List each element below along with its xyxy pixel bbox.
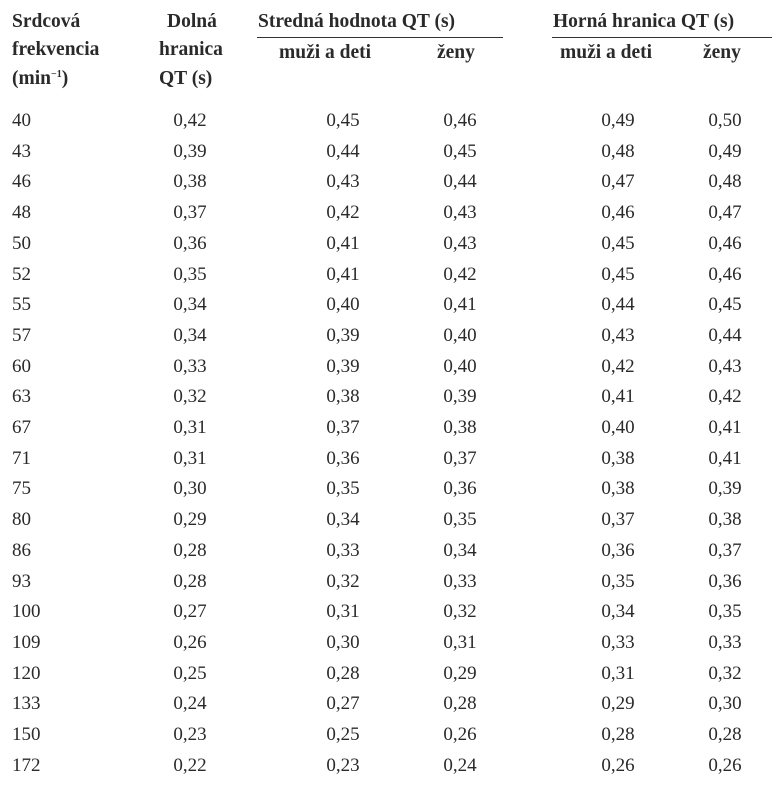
header-upper-women: ženy xyxy=(703,42,741,63)
upper-women-cell: 0,30 xyxy=(708,693,742,714)
mean-men-cell: 0,32 xyxy=(326,571,360,592)
mean-men-cell: 0,45 xyxy=(326,110,360,131)
mean-men-cell: 0,43 xyxy=(326,171,360,192)
heart-rate-cell: 50 xyxy=(12,233,31,254)
heart-rate-cell: 55 xyxy=(12,294,31,315)
heart-rate-cell: 71 xyxy=(12,448,31,469)
upper-men-cell: 0,34 xyxy=(601,601,635,622)
mean-women-cell: 0,24 xyxy=(443,755,477,776)
heart-rate-cell: 120 xyxy=(12,663,41,684)
upper-men-cell: 0,42 xyxy=(601,356,635,377)
upper-men-cell: 0,45 xyxy=(601,233,635,254)
heart-rate-cell: 93 xyxy=(12,571,31,592)
mean-men-cell: 0,27 xyxy=(326,693,360,714)
mean-women-cell: 0,46 xyxy=(443,110,477,131)
upper-men-cell: 0,38 xyxy=(601,478,635,499)
mean-men-cell: 0,42 xyxy=(326,202,360,223)
header-mean-men: muži a deti xyxy=(279,42,372,63)
mean-women-cell: 0,37 xyxy=(443,448,477,469)
upper-women-cell: 0,32 xyxy=(708,663,742,684)
upper-men-cell: 0,43 xyxy=(601,325,635,346)
upper-men-cell: 0,29 xyxy=(601,693,635,714)
lower-limit-cell: 0,38 xyxy=(173,171,207,192)
upper-men-cell: 0,44 xyxy=(601,294,635,315)
mean-women-cell: 0,42 xyxy=(443,264,477,285)
lower-limit-cell: 0,24 xyxy=(173,693,207,714)
heart-rate-cell: 48 xyxy=(12,202,31,223)
header-heart-rate-line2: frekvencia xyxy=(12,39,100,60)
upper-women-cell: 0,41 xyxy=(708,448,742,469)
upper-women-cell: 0,28 xyxy=(708,724,742,745)
mean-men-cell: 0,36 xyxy=(326,448,360,469)
heart-rate-cell: 63 xyxy=(12,386,31,407)
mean-men-cell: 0,33 xyxy=(326,540,360,561)
upper-men-cell: 0,36 xyxy=(601,540,635,561)
mean-women-cell: 0,34 xyxy=(443,540,477,561)
mean-men-cell: 0,31 xyxy=(326,601,360,622)
lower-limit-cell: 0,33 xyxy=(173,356,207,377)
upper-women-cell: 0,35 xyxy=(708,601,742,622)
heart-rate-cell: 100 xyxy=(12,601,41,622)
upper-men-cell: 0,41 xyxy=(601,386,635,407)
upper-men-cell: 0,48 xyxy=(601,141,635,162)
header-mean-group: Stredná hodnota QT (s) xyxy=(258,11,456,32)
mean-men-cell: 0,23 xyxy=(326,755,360,776)
mean-women-cell: 0,43 xyxy=(443,233,477,254)
mean-women-cell: 0,45 xyxy=(443,141,477,162)
lower-limit-cell: 0,34 xyxy=(173,325,207,346)
heart-rate-cell: 60 xyxy=(12,356,31,377)
header-heart-rate-line1: Srdcová xyxy=(12,11,81,32)
upper-men-cell: 0,33 xyxy=(601,632,635,653)
upper-men-cell: 0,45 xyxy=(601,264,635,285)
upper-men-cell: 0,47 xyxy=(601,171,635,192)
heart-rate-cell: 46 xyxy=(12,171,31,192)
mean-men-cell: 0,41 xyxy=(326,264,360,285)
header-heart-rate-line3: $(\min^{-1})$ xyxy=(12,68,69,89)
upper-women-cell: 0,49 xyxy=(708,141,742,162)
mean-men-cell: 0,28 xyxy=(326,663,360,684)
upper-men-cell: 0,46 xyxy=(601,202,635,223)
lower-limit-cell: 0,28 xyxy=(173,540,207,561)
mean-women-cell: 0,36 xyxy=(443,478,477,499)
mean-women-cell: 0,35 xyxy=(443,509,477,530)
mean-men-cell: 0,39 xyxy=(326,325,360,346)
heart-rate-cell: 40 xyxy=(12,110,31,131)
mean-women-cell: 0,41 xyxy=(443,294,477,315)
upper-women-cell: 0,50 xyxy=(708,110,742,131)
upper-women-cell: 0,26 xyxy=(708,755,742,776)
mean-women-cell: 0,40 xyxy=(443,356,477,377)
mean-women-cell: 0,26 xyxy=(443,724,477,745)
lower-limit-cell: 0,27 xyxy=(173,601,207,622)
lower-limit-cell: 0,22 xyxy=(173,755,207,776)
heart-rate-cell: 57 xyxy=(12,325,31,346)
mean-men-cell: 0,34 xyxy=(326,509,360,530)
upper-men-cell: 0,35 xyxy=(601,571,635,592)
upper-women-cell: 0,33 xyxy=(708,632,742,653)
upper-women-cell: 0,48 xyxy=(708,171,742,192)
upper-women-cell: 0,44 xyxy=(708,325,742,346)
upper-men-cell: 0,37 xyxy=(601,509,635,530)
mean-men-cell: 0,38 xyxy=(326,386,360,407)
lower-limit-cell: 0,34 xyxy=(173,294,207,315)
lower-limit-cell: 0,42 xyxy=(173,110,207,131)
heart-rate-cell: 52 xyxy=(12,264,31,285)
lower-limit-cell: 0,37 xyxy=(173,202,207,223)
lower-limit-cell: 0,30 xyxy=(173,478,207,499)
lower-limit-cell: 0,23 xyxy=(173,724,207,745)
upper-women-cell: 0,36 xyxy=(708,571,742,592)
upper-women-cell: 0,47 xyxy=(708,202,742,223)
upper-women-cell: 0,45 xyxy=(708,294,742,315)
upper-women-cell: 0,39 xyxy=(708,478,742,499)
heart-rate-cell: 109 xyxy=(12,632,41,653)
upper-men-cell: 0,40 xyxy=(601,417,635,438)
header-lower-limit-line3: QT (s) xyxy=(159,68,213,89)
upper-men-cell: 0,28 xyxy=(601,724,635,745)
lower-limit-cell: 0,32 xyxy=(173,386,207,407)
heart-rate-cell: 86 xyxy=(12,540,31,561)
upper-men-cell: 0,31 xyxy=(601,663,635,684)
header-mean-underline xyxy=(257,37,503,38)
mean-women-cell: 0,31 xyxy=(443,632,477,653)
mean-men-cell: 0,25 xyxy=(326,724,360,745)
lower-limit-cell: 0,29 xyxy=(173,509,207,530)
upper-men-cell: 0,38 xyxy=(601,448,635,469)
mean-men-cell: 0,44 xyxy=(326,141,360,162)
header-upper-underline xyxy=(552,37,772,38)
mean-men-cell: 0,39 xyxy=(326,356,360,377)
lower-limit-cell: 0,36 xyxy=(173,233,207,254)
lower-limit-cell: 0,35 xyxy=(173,264,207,285)
upper-men-cell: 0,49 xyxy=(601,110,635,131)
header-mean-women: ženy xyxy=(437,42,475,63)
upper-women-cell: 0,46 xyxy=(708,264,742,285)
upper-women-cell: 0,41 xyxy=(708,417,742,438)
heart-rate-cell: 67 xyxy=(12,417,31,438)
heart-rate-cell: 75 xyxy=(12,478,31,499)
lower-limit-cell: 0,31 xyxy=(173,448,207,469)
header-lower-limit-line2: hranica xyxy=(159,39,223,60)
upper-women-cell: 0,46 xyxy=(708,233,742,254)
mean-women-cell: 0,44 xyxy=(443,171,477,192)
mean-women-cell: 0,29 xyxy=(443,663,477,684)
upper-women-cell: 0,37 xyxy=(708,540,742,561)
mean-men-cell: 0,30 xyxy=(326,632,360,653)
mean-women-cell: 0,32 xyxy=(443,601,477,622)
mean-men-cell: 0,41 xyxy=(326,233,360,254)
lower-limit-cell: 0,26 xyxy=(173,632,207,653)
upper-men-cell: 0,26 xyxy=(601,755,635,776)
lower-limit-cell: 0,25 xyxy=(173,663,207,684)
mean-women-cell: 0,39 xyxy=(443,386,477,407)
mean-women-cell: 0,28 xyxy=(443,693,477,714)
mean-women-cell: 0,40 xyxy=(443,325,477,346)
heart-rate-cell: 133 xyxy=(12,693,41,714)
heart-rate-cell: 80 xyxy=(12,509,31,530)
mean-men-cell: 0,37 xyxy=(326,417,360,438)
upper-women-cell: 0,38 xyxy=(708,509,742,530)
heart-rate-cell: 172 xyxy=(12,755,41,776)
mean-women-cell: 0,38 xyxy=(443,417,477,438)
header-lower-limit-line1: Dolná xyxy=(167,11,217,32)
lower-limit-cell: 0,39 xyxy=(173,141,207,162)
mean-women-cell: 0,43 xyxy=(443,202,477,223)
heart-rate-cell: 43 xyxy=(12,141,31,162)
heart-rate-cell: 150 xyxy=(12,724,41,745)
mean-men-cell: 0,40 xyxy=(326,294,360,315)
mean-women-cell: 0,33 xyxy=(443,571,477,592)
mean-men-cell: 0,35 xyxy=(326,478,360,499)
upper-women-cell: 0,42 xyxy=(708,386,742,407)
header-upper-men: muži a deti xyxy=(560,42,653,63)
upper-women-cell: 0,43 xyxy=(708,356,742,377)
lower-limit-cell: 0,31 xyxy=(173,417,207,438)
lower-limit-cell: 0,28 xyxy=(173,571,207,592)
header-upper-group: Horná hranica QT (s) xyxy=(553,11,735,32)
